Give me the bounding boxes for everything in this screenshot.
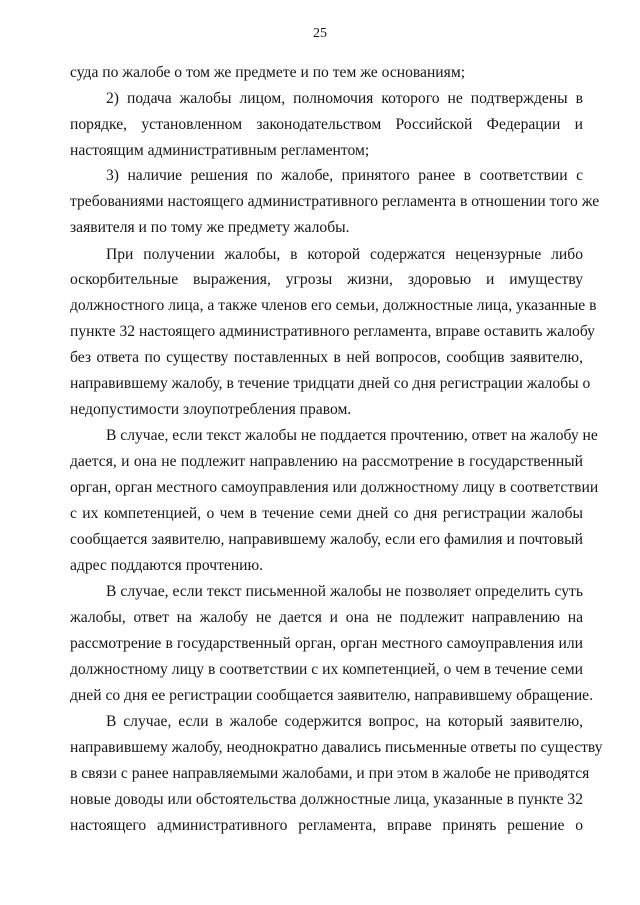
text-line: настоящим административным регламентом; — [70, 142, 370, 159]
text-line: в связи с ранее направляемыми жалобами, и при этом в жалобе не приводятся — [70, 765, 590, 782]
text-line: В случае, если текст письменной жалобы не позволяет определить суть — [106, 583, 583, 600]
text-line: направившему жалобу, в течение тридцати дней со дня регистрации жалобы о — [70, 375, 591, 392]
text-line: жалобы, ответ на жалобу не дается и она не подлежит направлению на — [70, 609, 583, 626]
text-line: В случае, если текст жалобы не поддается прочтению, ответ на жалобу не — [106, 427, 598, 444]
text-line: дается, и она не подлежит направлению на рассмотрение в государственный — [70, 453, 583, 470]
text-line: с их компетенцией, о чем в течение семи дней со дня регистрации жалобы — [70, 505, 583, 522]
text-line: адрес поддаются прочтению. — [70, 557, 264, 574]
text-line: В случае, если в жалобе содержится вопрос, на который заявителю, — [106, 713, 583, 730]
text-line: оскорбительные выражения, угрозы жизни, здоровью и имуществу — [70, 271, 583, 288]
text-line: заявителя и по тому же предмету жалобы. — [70, 219, 350, 236]
text-line: рассмотрение в государственный орган, орган местного самоуправления или — [70, 635, 583, 652]
text-line: направившему жалобу, неоднократно давались письменные ответы по существу — [70, 739, 603, 756]
text-line: пункте 32 настоящего административного регламента, вправе оставить жалобу — [70, 323, 595, 340]
text-line: 2) подача жалобы лицом, полномочия которого не подтверждены в — [106, 90, 583, 107]
text-line: настоящего административного регламента, вправе принять решение о — [70, 817, 583, 834]
text-line: без ответа по существу поставленных в ней вопросов, сообщив заявителю, — [70, 349, 583, 366]
text-line: недопустимости злоупотребления правом. — [70, 401, 352, 418]
text-line: дней со дня ее регистрации сообщается заявителю, направившему обращение. — [70, 687, 593, 704]
page-number: 25 — [313, 26, 327, 41]
text-line: новые доводы или обстоятельства должностные лица, указанные в пункте 32 — [70, 791, 583, 808]
text-line: орган, орган местного самоуправления или должностному лицу в соответствии — [70, 479, 599, 496]
text-line: должностного лица, а также членов его семьи, должностные лица, указанные в — [70, 297, 597, 314]
text-line: должностному лицу в соответствии с их компетенцией, о чем в течение семи — [70, 661, 583, 678]
text-line: При получении жалобы, в которой содержатся нецензурные либо — [106, 246, 583, 263]
text-line: суда по жалобе о том же предмете и по тем же основаниям; — [70, 64, 466, 81]
text-line: порядке, установленном законодательством Российской Федерации и — [70, 116, 583, 133]
text-line: 3) наличие решения по жалобе, принятого ранее в соответствии с — [106, 167, 583, 184]
text-line: сообщается заявителю, направившему жалобу, если его фамилия и почтовый — [70, 531, 583, 548]
text-line: требованиями настоящего административного регламента в отношении того же — [70, 193, 600, 210]
